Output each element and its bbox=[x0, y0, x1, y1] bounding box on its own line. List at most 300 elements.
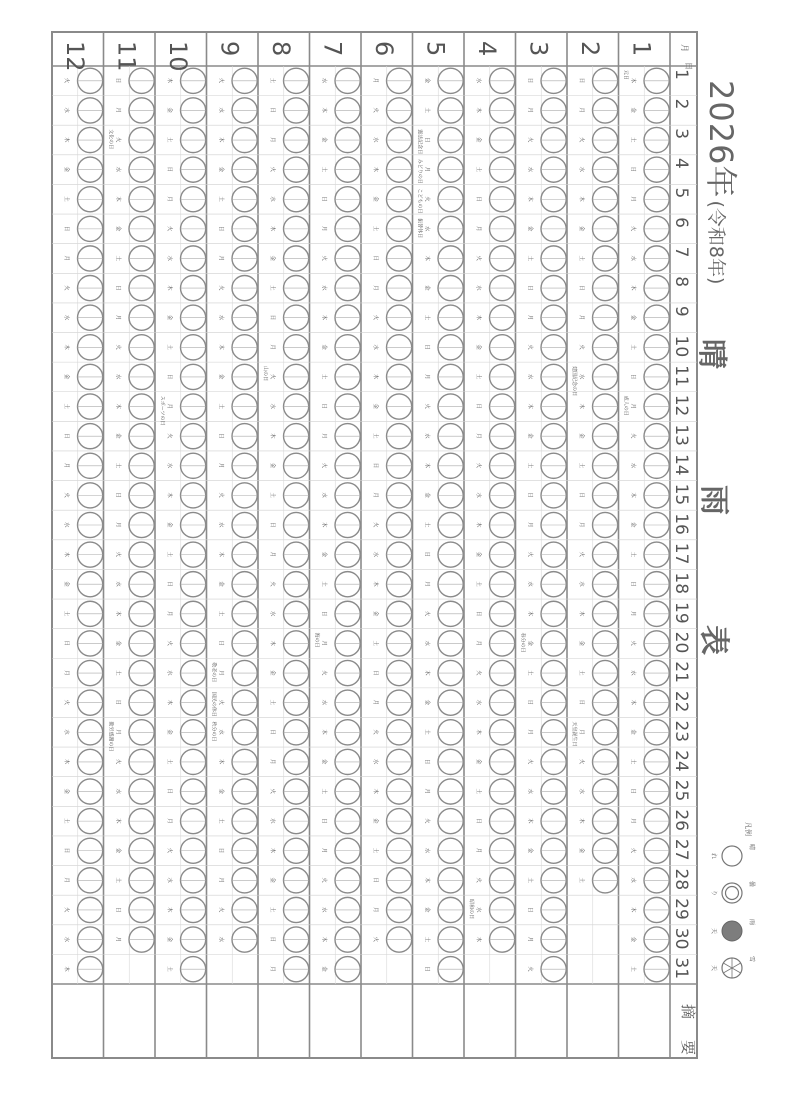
weekday-label: 月 bbox=[474, 640, 481, 646]
weekday-label: 金 bbox=[114, 433, 121, 439]
month-number: 3 bbox=[524, 41, 553, 57]
weekday-label: 月 bbox=[217, 462, 224, 469]
weekday-label: 金 bbox=[577, 640, 584, 646]
weekday-label: 金 bbox=[165, 107, 172, 113]
weekday-label: 木 bbox=[474, 314, 481, 321]
weekday-label: 水 bbox=[577, 373, 584, 380]
weekday-label: 木 bbox=[62, 137, 69, 143]
day-number: 26 bbox=[671, 809, 691, 831]
weekday-label: 土 bbox=[217, 403, 224, 410]
weekday-label: 月 bbox=[474, 847, 481, 854]
weekday-label: 日 bbox=[577, 492, 584, 498]
day-number: 17 bbox=[671, 542, 691, 565]
weekday-label: 日 bbox=[629, 373, 636, 380]
weekday-label: 月 bbox=[165, 610, 172, 617]
weekday-label: 水 bbox=[577, 788, 584, 795]
weekday-label: 月 bbox=[577, 522, 584, 528]
holiday-name: こどもの日 bbox=[416, 188, 423, 214]
legend-sunny-icon bbox=[722, 846, 742, 866]
weekday-label: 月 bbox=[320, 433, 327, 439]
weekday-label: 木 bbox=[526, 403, 533, 410]
weekday-label: 水 bbox=[165, 255, 172, 261]
weekday-label: 土 bbox=[268, 906, 275, 913]
weekday-label: 土 bbox=[629, 344, 636, 350]
weekday-label: 水 bbox=[629, 877, 636, 883]
day-number: 9 bbox=[671, 305, 691, 317]
weekday-label: 水 bbox=[62, 936, 69, 943]
weekday-label: 木 bbox=[474, 522, 481, 528]
day-number: 16 bbox=[671, 513, 691, 535]
weekday-label: 日 bbox=[62, 640, 69, 646]
month-number: 7 bbox=[318, 41, 347, 57]
weekday-label: 月 bbox=[268, 551, 275, 558]
weekday-label: 日 bbox=[526, 285, 533, 291]
weekday-label: 月 bbox=[577, 107, 584, 113]
weekday-label: 木 bbox=[217, 137, 224, 143]
weekday-label: 水 bbox=[474, 285, 481, 291]
legend-label: 晴 bbox=[748, 844, 755, 851]
day-number: 27 bbox=[671, 838, 691, 861]
weekday-label: 火 bbox=[114, 551, 121, 558]
holiday-name: 昭和の日 bbox=[467, 899, 474, 920]
weekday-label: 金 bbox=[577, 433, 584, 439]
weekday-label: 土 bbox=[474, 788, 481, 795]
weekday-label: 日 bbox=[268, 936, 275, 943]
weekday-label: 月 bbox=[423, 788, 430, 795]
day-number: 21 bbox=[671, 661, 691, 683]
weekday-label: 木 bbox=[577, 818, 584, 824]
legend-label: 曇 bbox=[748, 881, 755, 888]
weekday-label: 日 bbox=[114, 285, 121, 291]
day-number: 31 bbox=[671, 957, 691, 980]
weekday-label: 日 bbox=[114, 492, 121, 498]
weekday-label: 水 bbox=[371, 758, 378, 765]
weekday-label: 日 bbox=[474, 610, 481, 617]
weekday-label: 土 bbox=[371, 640, 378, 646]
weekday-label: 月 bbox=[114, 314, 121, 321]
weekday-label: 火 bbox=[62, 906, 69, 913]
weekday-label: 月 bbox=[423, 581, 430, 587]
weekday-label: 水 bbox=[526, 166, 533, 173]
weekday-label: 月 bbox=[526, 729, 533, 735]
weekday-label: 火 bbox=[526, 344, 533, 350]
weekday-label: 金 bbox=[629, 107, 636, 113]
weekday-label: 月 bbox=[165, 196, 172, 202]
weekday-label: 月 bbox=[217, 877, 224, 883]
weekday-label: 木 bbox=[62, 758, 69, 765]
holiday-name: 文化の日 bbox=[107, 129, 114, 150]
weekday-label: 木 bbox=[371, 788, 378, 795]
weekday-label: 水 bbox=[62, 107, 69, 113]
weekday-label: 金 bbox=[268, 255, 275, 261]
weekday-label: 土 bbox=[423, 729, 430, 735]
weekday-label: 水 bbox=[114, 788, 121, 795]
weekday-label: 木 bbox=[268, 225, 275, 232]
weekday-label: 日 bbox=[526, 699, 533, 706]
weekday-label: 火 bbox=[423, 196, 430, 202]
month-unit-label: 月 bbox=[680, 44, 689, 52]
weekday-label: 火 bbox=[577, 344, 584, 350]
weekday-label: 火 bbox=[371, 107, 378, 113]
weekday-label: 火 bbox=[423, 818, 430, 824]
weekday-label: 日 bbox=[371, 255, 378, 261]
weekday-label: 月 bbox=[526, 522, 533, 528]
weekday-label: 日 bbox=[320, 403, 327, 410]
weekday-label: 木 bbox=[62, 966, 69, 972]
day-numbers bbox=[671, 69, 691, 979]
weekday-label: 金 bbox=[423, 906, 430, 913]
weekday-label: 金 bbox=[423, 285, 430, 291]
weekday-label: 火 bbox=[268, 581, 275, 587]
holiday-name: 天皇誕生日 bbox=[570, 721, 577, 747]
weekday-label: 金 bbox=[371, 610, 378, 617]
weekday-label: 水 bbox=[268, 196, 275, 202]
weekday-label: 火 bbox=[217, 699, 224, 706]
weekday-label: 水 bbox=[114, 373, 121, 380]
weekday-label: 日 bbox=[165, 373, 172, 380]
weekday-label: 金 bbox=[217, 166, 224, 173]
holiday-name: 成人の日 bbox=[622, 395, 629, 416]
weekday-label: 土 bbox=[526, 877, 533, 883]
weekday-label: 土 bbox=[320, 788, 327, 795]
weekday-label: 土 bbox=[629, 551, 636, 558]
weekday-label: 火 bbox=[268, 373, 275, 380]
weekday-label: 日 bbox=[217, 225, 224, 232]
weekday-label: 土 bbox=[62, 403, 69, 410]
weekday-label: 日 bbox=[423, 551, 430, 558]
weekday-label: 水 bbox=[423, 847, 430, 854]
day-number: 3 bbox=[671, 128, 691, 140]
weekday-label: 金 bbox=[114, 225, 121, 232]
weekday-label: 月 bbox=[268, 137, 275, 143]
weekday-label: 金 bbox=[474, 137, 481, 143]
weekday-label: 火 bbox=[217, 906, 224, 913]
weekday-label: 金 bbox=[371, 196, 378, 202]
weekday-label: 水 bbox=[526, 373, 533, 380]
weekday-label: 木 bbox=[320, 936, 327, 943]
weekday-label: 火 bbox=[165, 433, 172, 439]
weekday-label: 木 bbox=[577, 403, 584, 410]
weekday-label: 水 bbox=[217, 522, 224, 528]
weekday-label: 火 bbox=[371, 936, 378, 943]
weekday-label: 土 bbox=[62, 818, 69, 824]
weekday-label: 月 bbox=[629, 403, 636, 410]
legend-rain-icon bbox=[722, 921, 742, 941]
weekday-label: 土 bbox=[526, 670, 533, 676]
day-number: 29 bbox=[671, 898, 691, 920]
month-number: 9 bbox=[215, 41, 244, 57]
day-number: 2 bbox=[671, 98, 691, 110]
weekday-label: 日 bbox=[423, 966, 430, 972]
weekday-label: 木 bbox=[577, 196, 584, 202]
weekday-label: 金 bbox=[526, 640, 533, 646]
day-number: 14 bbox=[671, 453, 691, 476]
weekday-label: 火 bbox=[320, 255, 327, 261]
weekday-label: 月 bbox=[474, 225, 481, 232]
weekday-label: 月 bbox=[114, 729, 121, 735]
weekday-label: 月 bbox=[165, 818, 172, 824]
weekday-label: 金 bbox=[268, 670, 275, 676]
weekday-label: 土 bbox=[62, 196, 69, 202]
weekday-label: 木 bbox=[577, 610, 584, 617]
weekday-label: 土 bbox=[268, 699, 275, 706]
day-number: 19 bbox=[671, 602, 691, 624]
weekday-label: 火 bbox=[629, 433, 636, 439]
weekday-label: 水 bbox=[114, 166, 121, 173]
legend-label: れ bbox=[710, 853, 717, 860]
weekday-label: 金 bbox=[577, 847, 584, 854]
weekday-label: 日 bbox=[114, 77, 121, 84]
weekday-label: 日 bbox=[629, 788, 636, 795]
weekday-label: 金 bbox=[629, 729, 636, 735]
month-number: 4 bbox=[472, 41, 501, 57]
weekday-label: 木 bbox=[629, 906, 636, 913]
legend-heading: 凡例 bbox=[744, 822, 752, 836]
weekday-label: 土 bbox=[629, 966, 636, 972]
weekday-label: 月 bbox=[268, 966, 275, 972]
day-number: 5 bbox=[671, 187, 691, 199]
month-number: 5 bbox=[421, 41, 450, 57]
weekday-label: 金 bbox=[320, 758, 327, 765]
weekday-label: 金 bbox=[165, 729, 172, 735]
weekday-label: 月 bbox=[268, 344, 275, 350]
legend-label: 雪 bbox=[748, 956, 755, 963]
weekday-label: 金 bbox=[217, 788, 224, 795]
weekday-label: 木 bbox=[165, 492, 172, 498]
day-number: 30 bbox=[671, 927, 691, 950]
day-number: 15 bbox=[671, 483, 691, 506]
weekday-label: 土 bbox=[217, 610, 224, 617]
weekday-label: 土 bbox=[526, 255, 533, 261]
weekday-label: 月 bbox=[629, 196, 636, 202]
weekday-label: 金 bbox=[320, 966, 327, 972]
title-year: 2026年 bbox=[702, 80, 740, 199]
weekday-label: 日 bbox=[526, 906, 533, 913]
weekday-label: 金 bbox=[114, 640, 121, 646]
weekday-label: 金 bbox=[629, 314, 636, 321]
weekday-label: 月 bbox=[217, 255, 224, 261]
month-number: 8 bbox=[266, 41, 295, 57]
weekday-label: 土 bbox=[423, 107, 430, 113]
day-number: 11 bbox=[671, 365, 691, 387]
weekday-label: 木 bbox=[268, 640, 275, 646]
day-number: 22 bbox=[671, 690, 691, 713]
weekday-label: 水 bbox=[62, 729, 69, 735]
weekday-label: 火 bbox=[268, 166, 275, 173]
weekday-label: 火 bbox=[474, 670, 481, 676]
weekday-label: 日 bbox=[268, 522, 275, 528]
weekday-label: 土 bbox=[577, 877, 584, 883]
day-number: 10 bbox=[671, 335, 691, 358]
weekday-label: 木 bbox=[629, 492, 636, 498]
weekday-label: 火 bbox=[371, 522, 378, 528]
month-number: 11 bbox=[112, 41, 141, 72]
weekday-label: 火 bbox=[371, 314, 378, 321]
weekday-label: 水 bbox=[217, 314, 224, 321]
weekday-label: 金 bbox=[217, 373, 224, 380]
weekday-label: 木 bbox=[320, 522, 327, 528]
weekday-label: 金 bbox=[62, 581, 69, 587]
weekday-label: 土 bbox=[268, 77, 275, 84]
holiday-name: 山の日 bbox=[261, 366, 268, 382]
weekday-label: 火 bbox=[371, 729, 378, 735]
holiday-name: 秋分の日 bbox=[210, 721, 217, 742]
weekday-label: 土 bbox=[474, 166, 481, 173]
weekday-label: 日 bbox=[165, 166, 172, 173]
holiday-name: 勤労感謝の日 bbox=[107, 721, 114, 752]
weekday-label: 火 bbox=[165, 225, 172, 232]
weekday-label: 木 bbox=[371, 166, 378, 173]
weekday-label: 火 bbox=[114, 137, 121, 143]
day-number: 24 bbox=[671, 750, 691, 772]
weekday-label: 土 bbox=[423, 314, 430, 321]
weekday-label: 土 bbox=[165, 966, 172, 972]
weekday-label: 金 bbox=[629, 936, 636, 943]
weekday-label: 火 bbox=[217, 77, 224, 84]
weekday-label: 日 bbox=[474, 403, 481, 410]
weekday-label: 水 bbox=[371, 551, 378, 558]
weekday-label: 月 bbox=[320, 640, 327, 646]
weekday-label: 水 bbox=[268, 610, 275, 617]
weekday-label: 金 bbox=[526, 433, 533, 439]
weekday-label: 日 bbox=[62, 225, 69, 232]
day-number: 8 bbox=[671, 276, 691, 288]
weekday-label: 火 bbox=[114, 344, 121, 350]
weekday-label: 月 bbox=[423, 166, 430, 173]
weekday-label: 木 bbox=[629, 77, 636, 84]
weekday-label: 木 bbox=[114, 403, 121, 410]
weekday-label: 火 bbox=[577, 758, 584, 765]
weekday-label: 火 bbox=[165, 847, 172, 854]
weekday-label: 水 bbox=[217, 107, 224, 113]
weekday-label: 水 bbox=[268, 403, 275, 410]
weekday-label: 金 bbox=[62, 788, 69, 795]
weekday-label: 土 bbox=[114, 462, 121, 469]
weekday-label: 火 bbox=[474, 255, 481, 261]
day-number: 12 bbox=[671, 394, 691, 417]
weekday-label: 火 bbox=[526, 137, 533, 143]
weekday-label: 火 bbox=[62, 699, 69, 706]
weekday-label: 火 bbox=[526, 551, 533, 558]
weekday-label: 月 bbox=[320, 225, 327, 232]
day-number: 4 bbox=[671, 157, 691, 169]
weekday-label: 土 bbox=[217, 818, 224, 824]
weekday-label: 火 bbox=[217, 285, 224, 291]
weekday-label: 水 bbox=[371, 344, 378, 350]
weekday-label: 日 bbox=[62, 433, 69, 439]
weekday-label: 水 bbox=[474, 906, 481, 913]
weekday-label: 水 bbox=[526, 788, 533, 795]
weekday-label: 木 bbox=[268, 847, 275, 854]
weekday-label: 火 bbox=[165, 640, 172, 646]
weekday-label: 土 bbox=[62, 610, 69, 617]
weekday-label: 木 bbox=[526, 818, 533, 824]
weekday-label: 月 bbox=[474, 433, 481, 439]
weekday-label: 木 bbox=[62, 344, 69, 350]
weekday-label: 日 bbox=[629, 166, 636, 173]
day-number: 7 bbox=[671, 246, 691, 258]
weekday-label: 水 bbox=[474, 77, 481, 84]
weekday-label: 水 bbox=[474, 492, 481, 498]
legend-label: 天 bbox=[710, 928, 717, 935]
weekday-label: 土 bbox=[371, 433, 378, 439]
weekday-label: 日 bbox=[320, 818, 327, 824]
weekday-label: 日 bbox=[217, 640, 224, 646]
holiday-name: 敬老の日 bbox=[210, 662, 217, 683]
day-unit-label: 日 bbox=[684, 62, 693, 70]
month-number: 10 bbox=[163, 41, 192, 72]
weekday-label: 日 bbox=[423, 137, 430, 143]
holiday-name: スポーツの日 bbox=[158, 395, 165, 426]
weekday-label: 月 bbox=[62, 462, 69, 469]
weekday-label: 水 bbox=[474, 699, 481, 706]
weather-legend bbox=[710, 822, 756, 978]
holiday-name: 元日 bbox=[622, 70, 629, 81]
weekday-label: 金 bbox=[62, 373, 69, 380]
weekday-label: 木 bbox=[474, 107, 481, 113]
weekday-label: 日 bbox=[526, 77, 533, 84]
weekday-label: 火 bbox=[268, 788, 275, 795]
weekday-label: 金 bbox=[217, 581, 224, 587]
weekday-label: 月 bbox=[62, 670, 69, 676]
weekday-label: 木 bbox=[217, 758, 224, 765]
weekday-label: 土 bbox=[629, 758, 636, 765]
weekday-label: 金 bbox=[268, 877, 275, 883]
weekday-label: 木 bbox=[165, 285, 172, 291]
weekday-label: 火 bbox=[526, 758, 533, 765]
weekday-label: 水 bbox=[320, 77, 327, 84]
weekday-label: 木 bbox=[114, 610, 121, 617]
summary-label-2: 要 bbox=[679, 1040, 697, 1056]
weekday-label: 金 bbox=[526, 847, 533, 854]
weekday-label: 水 bbox=[62, 522, 69, 528]
weekday-label: 木 bbox=[62, 551, 69, 558]
holiday-name: 振替休日 bbox=[416, 218, 423, 239]
weekday-label: 土 bbox=[268, 492, 275, 498]
weekday-label: 月 bbox=[577, 729, 584, 735]
weekday-label: 土 bbox=[114, 670, 121, 676]
weekday-label: 金 bbox=[371, 818, 378, 824]
weekday-label: 金 bbox=[320, 551, 327, 558]
weekday-label: 火 bbox=[62, 285, 69, 291]
weekday-label: 水 bbox=[629, 462, 636, 469]
weekday-label: 木 bbox=[423, 462, 430, 469]
weekday-label: 木 bbox=[320, 107, 327, 113]
weekday-label: 日 bbox=[217, 847, 224, 854]
weekday-label: 火 bbox=[577, 137, 584, 143]
weekday-label: 土 bbox=[320, 166, 327, 173]
weekday-label: 金 bbox=[423, 492, 430, 498]
weekday-label: 土 bbox=[577, 670, 584, 676]
title-char-table: 表 bbox=[696, 625, 731, 655]
weekday-label: 火 bbox=[423, 403, 430, 410]
weekday-label: 木 bbox=[474, 936, 481, 943]
weekday-label: 日 bbox=[217, 433, 224, 439]
weekday-label: 土 bbox=[474, 373, 481, 380]
weekday-label: 木 bbox=[371, 581, 378, 587]
weekday-label: 日 bbox=[62, 847, 69, 854]
weekday-label: 日 bbox=[165, 788, 172, 795]
weekday-label: 木 bbox=[474, 729, 481, 735]
weekday-label: 月 bbox=[371, 699, 378, 706]
weekday-label: 月 bbox=[371, 285, 378, 291]
weekday-label: 日 bbox=[474, 818, 481, 824]
weekday-label: 月 bbox=[526, 936, 533, 943]
weekday-label: 土 bbox=[526, 462, 533, 469]
weekday-label: 日 bbox=[320, 196, 327, 202]
weekday-label: 土 bbox=[423, 936, 430, 943]
holiday-name: みどりの日 bbox=[416, 158, 423, 184]
